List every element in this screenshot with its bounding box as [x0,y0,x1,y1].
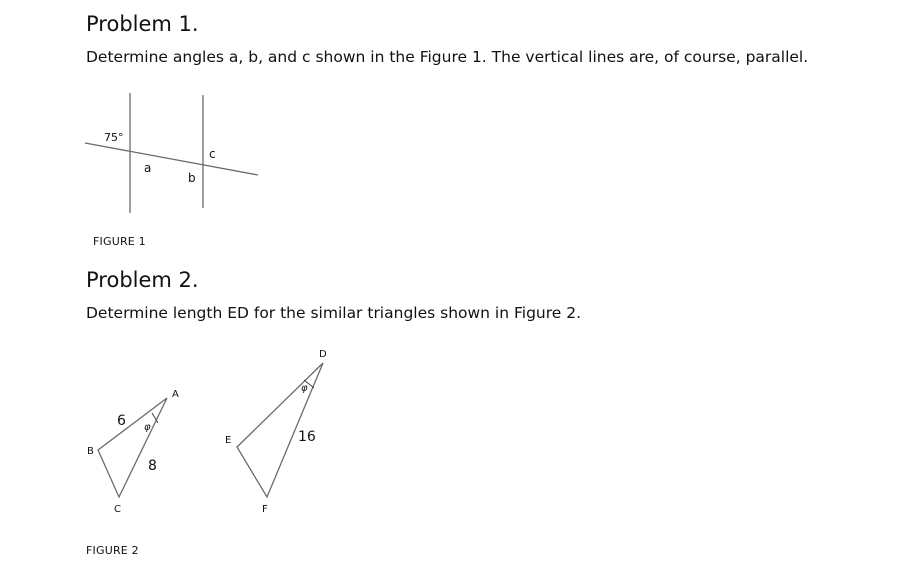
triangle-def [225,349,327,515]
angle-phi-small-label: φ [144,422,151,433]
vertex-e-label: E [225,435,232,446]
figure-2-caption: FIGURE 2 [86,544,139,557]
figure-1 [85,93,258,213]
problem-1-text: Determine angles a, b, and c shown in the Figure 1. The vertical lines are, of course, parallel. [86,48,809,66]
problem-2-title: Problem 2. [86,268,199,292]
angle-phi-large-label: φ [301,383,308,394]
angle-c-label: c [209,147,216,161]
angle-75-label: 75° [104,131,124,144]
vertex-c-label: C [114,504,121,515]
problem-1-title: Problem 1. [86,12,199,36]
vertex-a-label: A [172,389,179,400]
side-df-label: 16 [298,429,316,445]
transversal-line [85,143,258,175]
side-ac-label: 8 [148,458,157,474]
problem-2-text: Determine length ED for the similar triangles shown in Figure 2. [86,304,582,322]
vertex-d-label: D [319,349,327,360]
vertex-b-label: B [87,446,94,457]
triangle-abc-outline [98,398,167,497]
figure-1-caption: FIGURE 1 [93,235,146,248]
side-ab-label: 6 [117,413,126,429]
angle-b-label: b [188,171,196,185]
triangle-abc [87,389,179,515]
angle-a-label: a [144,161,152,175]
vertex-f-label: F [262,504,268,515]
